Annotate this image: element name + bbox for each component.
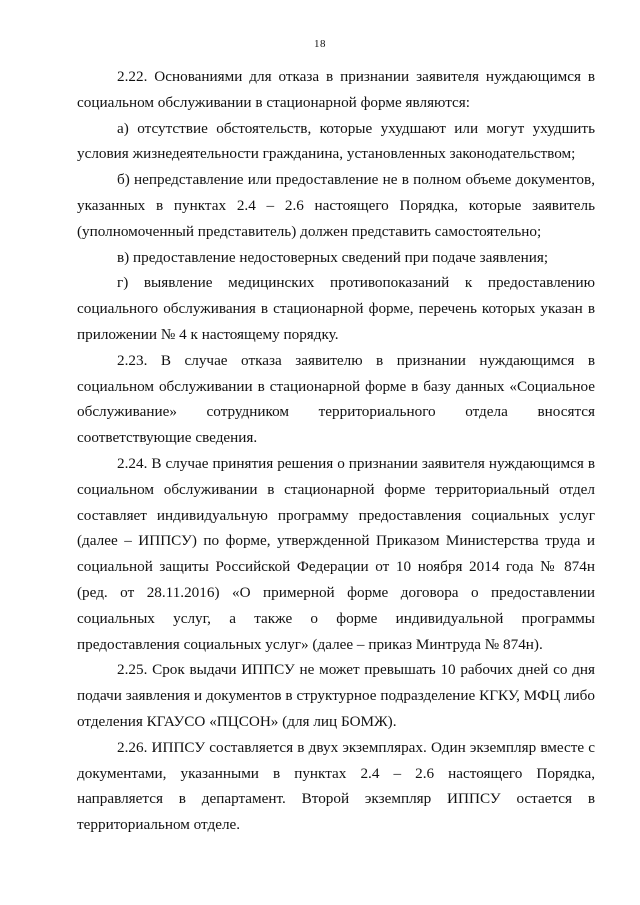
- list-item-b: б) непредставление или предоставление не в полном объеме документов, указанных в пунктах 2.4 – 2.6 настоящего Порядка, которые заявитель (уполномоченный представитель) должен представить самостоятельно;: [77, 171, 595, 240]
- list-item-v: в) предоставление недостоверных сведений при подаче заявления;: [117, 248, 549, 266]
- document-body: [77, 64, 595, 838]
- paragraph-2-25: 2.25. Срок выдачи ИППСУ не может превышать 10 рабочих дней со дня подачи заявления и документов в структурное подразделение КГКУ, МФЦ либо отделения КГАУСО «ПЦСОН» (для лиц БОМЖ).: [77, 661, 595, 730]
- paragraph-2-26: 2.26. ИППСУ составляется в двух экземплярах. Один экземпляр вместе с документами, указанными в пунктах 2.4 – 2.6 настоящего Порядка, направляется в департамент. Второй экземпляр ИППСУ остается в территориальном отделе.: [77, 738, 595, 834]
- list-item-g: г) выявление медицинских противопоказаний к предоставлению социального обслуживания в стационарной форме, перечень которых указан в приложении № 4 к настоящему порядку.: [77, 274, 595, 343]
- paragraph-2-24: 2.24. В случае принятия решения о признании заявителя нуждающимся в социальном обслуживании в стационарной форме территориальный отдел составляет индивидуальную программу предоставления социальных услуг (далее – ИППСУ) по форме, утвержденной Приказом Министерства труда и социальной защиты Российской Федерации от 10 ноября 2014 года № 874н (ред. от 28.11.2016) «О примерной форме договора о предоставлении социальных услуг, а также о форме индивидуальной программы предоставления социальных услуг» (далее – приказ Минтруда № 874н).: [77, 454, 595, 653]
- page-number: 18: [314, 38, 326, 50]
- paragraph-2-22: 2.22. Основаниями для отказа в признании заявителя нуждающимся в социальном обслуживании в стационарной форме являются:: [77, 68, 595, 111]
- paragraph-2-23: 2.23. В случае отказа заявителю в признании нуждающимся в социальном обслуживании в стационарной форме в базу данных «Социальное обслуживание» сотрудником территориального отдела вносятся соответствующие сведения.: [77, 351, 595, 447]
- list-item-a: а) отсутствие обстоятельств, которые ухудшают или могут ухудшить условия жизнедеятельности гражданина, установленных законодательством;: [77, 119, 595, 163]
